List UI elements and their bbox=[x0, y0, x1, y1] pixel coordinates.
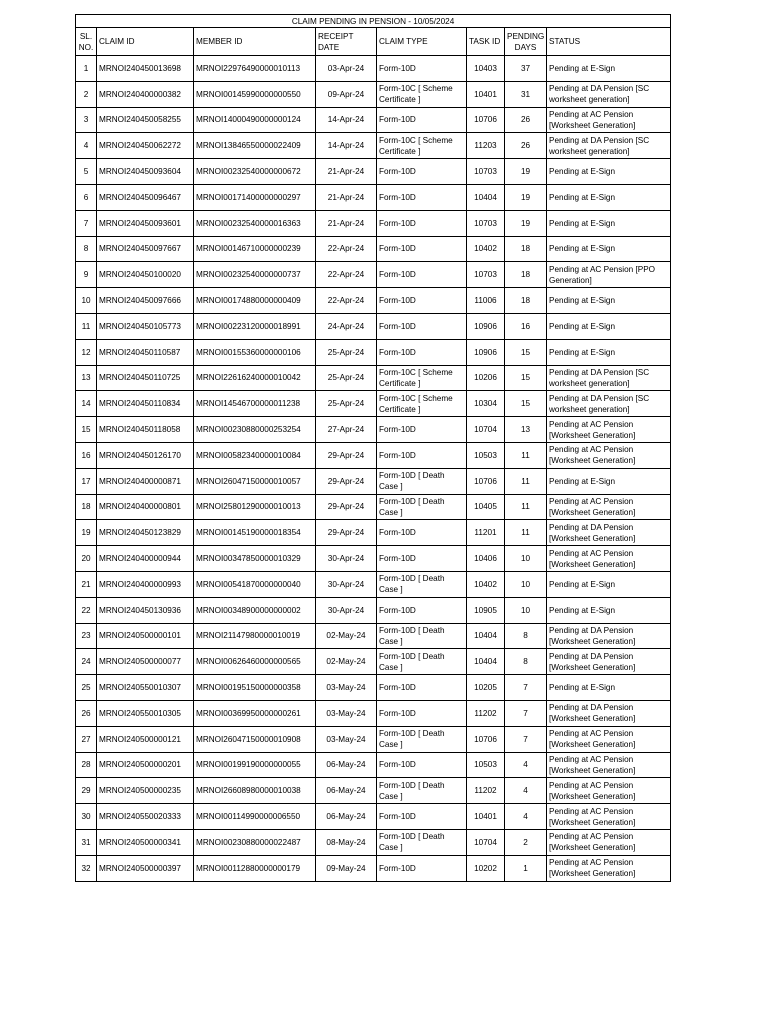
table-row bbox=[76, 700, 671, 726]
row-member-id: MRNOI00230880000253254 bbox=[194, 417, 316, 443]
row-member-id: MRNOI00145190000018354 bbox=[194, 520, 316, 546]
row-claim-type: Form-10D [ Death Case ] bbox=[377, 623, 467, 649]
row-claim-type: Form-10C [ Scheme Certificate ] bbox=[377, 365, 467, 391]
row-pending-days: 31 bbox=[505, 81, 547, 107]
row-sl: 3 bbox=[76, 107, 97, 133]
col-header-member-id: MEMBER ID bbox=[194, 28, 316, 56]
row-task-id: 11202 bbox=[467, 778, 505, 804]
row-pending-days: 26 bbox=[505, 133, 547, 159]
row-task-id: 10404 bbox=[467, 184, 505, 210]
row-task-id: 10402 bbox=[467, 236, 505, 262]
row-claim-type: Form-10D [ Death Case ] bbox=[377, 571, 467, 597]
table-row bbox=[76, 133, 671, 159]
row-member-id: MRNOI22976490000010113 bbox=[194, 56, 316, 82]
row-sl: 27 bbox=[76, 726, 97, 752]
row-status: Pending at E-Sign bbox=[547, 210, 671, 236]
row-claim-type: Form-10C [ Scheme Certificate ] bbox=[377, 81, 467, 107]
row-receipt-date: 21-Apr-24 bbox=[316, 159, 377, 185]
row-claim-id: MRNOI240400000382 bbox=[97, 81, 194, 107]
row-receipt-date: 03-May-24 bbox=[316, 726, 377, 752]
row-sl: 1 bbox=[76, 56, 97, 82]
row-task-id: 11201 bbox=[467, 520, 505, 546]
row-status: Pending at DA Pension [SC worksheet generation] bbox=[547, 391, 671, 417]
row-member-id: MRNOI00232540000000672 bbox=[194, 159, 316, 185]
row-pending-days: 15 bbox=[505, 391, 547, 417]
row-task-id: 10905 bbox=[467, 597, 505, 623]
row-pending-days: 4 bbox=[505, 804, 547, 830]
row-sl: 16 bbox=[76, 442, 97, 468]
row-member-id: MRNOI00541870000000040 bbox=[194, 571, 316, 597]
row-task-id: 10402 bbox=[467, 571, 505, 597]
row-member-id: MRNOI22616240000010042 bbox=[194, 365, 316, 391]
row-receipt-date: 29-Apr-24 bbox=[316, 442, 377, 468]
row-member-id: MRNOI00232540000000737 bbox=[194, 262, 316, 288]
row-receipt-date: 29-Apr-24 bbox=[316, 520, 377, 546]
row-task-id: 11203 bbox=[467, 133, 505, 159]
row-claim-id: MRNOI240450093604 bbox=[97, 159, 194, 185]
row-pending-days: 11 bbox=[505, 520, 547, 546]
table-row bbox=[76, 546, 671, 572]
row-member-id: MRNOI00155360000000106 bbox=[194, 339, 316, 365]
row-status: Pending at AC Pension [Worksheet Generation] bbox=[547, 494, 671, 520]
row-receipt-date: 06-May-24 bbox=[316, 804, 377, 830]
row-claim-type: Form-10D [ Death Case ] bbox=[377, 494, 467, 520]
row-claim-type: Form-10D bbox=[377, 442, 467, 468]
row-sl: 9 bbox=[76, 262, 97, 288]
row-member-id: MRNOI26608980000010038 bbox=[194, 778, 316, 804]
row-pending-days: 10 bbox=[505, 546, 547, 572]
table-row bbox=[76, 829, 671, 855]
row-sl: 22 bbox=[76, 597, 97, 623]
row-status: Pending at AC Pension [PPO Generation] bbox=[547, 262, 671, 288]
row-pending-days: 8 bbox=[505, 623, 547, 649]
table-row bbox=[76, 81, 671, 107]
col-header-claim-id: CLAIM ID bbox=[97, 28, 194, 56]
row-receipt-date: 21-Apr-24 bbox=[316, 210, 377, 236]
row-task-id: 10205 bbox=[467, 675, 505, 701]
row-status: Pending at DA Pension [SC worksheet generation] bbox=[547, 365, 671, 391]
row-claim-type: Form-10C [ Scheme Certificate ] bbox=[377, 133, 467, 159]
row-sl: 28 bbox=[76, 752, 97, 778]
row-task-id: 10704 bbox=[467, 829, 505, 855]
row-sl: 17 bbox=[76, 468, 97, 494]
row-pending-days: 7 bbox=[505, 675, 547, 701]
row-sl: 30 bbox=[76, 804, 97, 830]
row-claim-type: Form-10D bbox=[377, 855, 467, 881]
row-receipt-date: 30-Apr-24 bbox=[316, 546, 377, 572]
row-status: Pending at E-Sign bbox=[547, 288, 671, 314]
row-task-id: 10401 bbox=[467, 81, 505, 107]
row-claim-type: Form-10C [ Scheme Certificate ] bbox=[377, 391, 467, 417]
row-status: Pending at E-Sign bbox=[547, 339, 671, 365]
row-status: Pending at AC Pension [Worksheet Generation] bbox=[547, 417, 671, 443]
table-row bbox=[76, 56, 671, 82]
row-claim-id: MRNOI240500000121 bbox=[97, 726, 194, 752]
row-status: Pending at E-Sign bbox=[547, 313, 671, 339]
col-header-sl: SL. NO. bbox=[76, 28, 97, 56]
table-row bbox=[76, 391, 671, 417]
row-receipt-date: 22-Apr-24 bbox=[316, 262, 377, 288]
claims-table bbox=[75, 14, 671, 882]
table-title: CLAIM PENDING IN PENSION - 10/05/2024 bbox=[76, 15, 671, 28]
row-member-id: MRNOI00347850000010329 bbox=[194, 546, 316, 572]
row-receipt-date: 14-Apr-24 bbox=[316, 133, 377, 159]
row-status: Pending at E-Sign bbox=[547, 236, 671, 262]
table-row bbox=[76, 726, 671, 752]
row-pending-days: 26 bbox=[505, 107, 547, 133]
row-receipt-date: 02-May-24 bbox=[316, 649, 377, 675]
table-row bbox=[76, 571, 671, 597]
row-status: Pending at E-Sign bbox=[547, 184, 671, 210]
table-row bbox=[76, 184, 671, 210]
row-claim-type: Form-10D [ Death Case ] bbox=[377, 468, 467, 494]
row-sl: 29 bbox=[76, 778, 97, 804]
row-status: Pending at AC Pension [Worksheet Generation] bbox=[547, 546, 671, 572]
row-task-id: 11202 bbox=[467, 700, 505, 726]
row-sl: 18 bbox=[76, 494, 97, 520]
row-task-id: 10404 bbox=[467, 649, 505, 675]
table-row bbox=[76, 210, 671, 236]
row-task-id: 10405 bbox=[467, 494, 505, 520]
row-sl: 24 bbox=[76, 649, 97, 675]
row-receipt-date: 06-May-24 bbox=[316, 752, 377, 778]
row-claim-type: Form-10D [ Death Case ] bbox=[377, 649, 467, 675]
row-pending-days: 7 bbox=[505, 726, 547, 752]
col-header-claim-type: CLAIM TYPE bbox=[377, 28, 467, 56]
table-row bbox=[76, 365, 671, 391]
row-task-id: 10906 bbox=[467, 339, 505, 365]
row-status: Pending at DA Pension [Worksheet Generation] bbox=[547, 520, 671, 546]
row-member-id: MRNOI00232540000016363 bbox=[194, 210, 316, 236]
row-sl: 14 bbox=[76, 391, 97, 417]
row-claim-type: Form-10D bbox=[377, 262, 467, 288]
row-pending-days: 8 bbox=[505, 649, 547, 675]
col-header-task-id: TASK ID bbox=[467, 28, 505, 56]
row-task-id: 10503 bbox=[467, 442, 505, 468]
row-pending-days: 10 bbox=[505, 597, 547, 623]
row-sl: 7 bbox=[76, 210, 97, 236]
row-receipt-date: 29-Apr-24 bbox=[316, 494, 377, 520]
row-sl: 11 bbox=[76, 313, 97, 339]
row-pending-days: 18 bbox=[505, 236, 547, 262]
row-receipt-date: 25-Apr-24 bbox=[316, 339, 377, 365]
row-status: Pending at E-Sign bbox=[547, 675, 671, 701]
table-row bbox=[76, 597, 671, 623]
row-claim-type: Form-10D [ Death Case ] bbox=[377, 829, 467, 855]
row-claim-type: Form-10D bbox=[377, 159, 467, 185]
row-task-id: 10503 bbox=[467, 752, 505, 778]
row-claim-id: MRNOI240400000944 bbox=[97, 546, 194, 572]
row-member-id: MRNOI00114990000006550 bbox=[194, 804, 316, 830]
row-status: Pending at E-Sign bbox=[547, 597, 671, 623]
table-row bbox=[76, 442, 671, 468]
row-member-id: MRNOI25801290000010013 bbox=[194, 494, 316, 520]
table-row bbox=[76, 623, 671, 649]
row-receipt-date: 09-Apr-24 bbox=[316, 81, 377, 107]
row-member-id: MRNOI14000490000000124 bbox=[194, 107, 316, 133]
row-claim-id: MRNOI240450096467 bbox=[97, 184, 194, 210]
row-sl: 26 bbox=[76, 700, 97, 726]
row-claim-id: MRNOI240500000101 bbox=[97, 623, 194, 649]
row-status: Pending at AC Pension [Worksheet Generation] bbox=[547, 752, 671, 778]
row-receipt-date: 03-Apr-24 bbox=[316, 56, 377, 82]
row-task-id: 10706 bbox=[467, 468, 505, 494]
col-header-status: STATUS bbox=[547, 28, 671, 56]
row-claim-type: Form-10D bbox=[377, 675, 467, 701]
row-receipt-date: 21-Apr-24 bbox=[316, 184, 377, 210]
row-pending-days: 19 bbox=[505, 184, 547, 210]
row-status: Pending at DA Pension [Worksheet Generation] bbox=[547, 623, 671, 649]
row-status: Pending at AC Pension [Worksheet Generation] bbox=[547, 726, 671, 752]
table-row bbox=[76, 313, 671, 339]
row-claim-id: MRNOI240450126170 bbox=[97, 442, 194, 468]
row-sl: 8 bbox=[76, 236, 97, 262]
row-member-id: MRNOI00199190000000055 bbox=[194, 752, 316, 778]
row-receipt-date: 22-Apr-24 bbox=[316, 236, 377, 262]
row-claim-type: Form-10D bbox=[377, 184, 467, 210]
row-claim-id: MRNOI240450097666 bbox=[97, 288, 194, 314]
row-claim-id: MRNOI240500000397 bbox=[97, 855, 194, 881]
row-receipt-date: 06-May-24 bbox=[316, 778, 377, 804]
row-sl: 12 bbox=[76, 339, 97, 365]
row-pending-days: 11 bbox=[505, 442, 547, 468]
row-claim-type: Form-10D bbox=[377, 752, 467, 778]
row-sl: 31 bbox=[76, 829, 97, 855]
row-sl: 13 bbox=[76, 365, 97, 391]
row-claim-type: Form-10D bbox=[377, 288, 467, 314]
row-member-id: MRNOI00171400000000297 bbox=[194, 184, 316, 210]
row-status: Pending at DA Pension [Worksheet Generation] bbox=[547, 700, 671, 726]
table-row bbox=[76, 752, 671, 778]
table-row bbox=[76, 288, 671, 314]
row-claim-id: MRNOI240450062272 bbox=[97, 133, 194, 159]
row-task-id: 10703 bbox=[467, 210, 505, 236]
table-row bbox=[76, 649, 671, 675]
row-task-id: 10406 bbox=[467, 546, 505, 572]
row-task-id: 10706 bbox=[467, 726, 505, 752]
row-claim-type: Form-10D bbox=[377, 56, 467, 82]
row-status: Pending at AC Pension [Worksheet Generation] bbox=[547, 829, 671, 855]
row-task-id: 10704 bbox=[467, 417, 505, 443]
row-status: Pending at AC Pension [Worksheet Generation] bbox=[547, 442, 671, 468]
row-pending-days: 18 bbox=[505, 262, 547, 288]
row-claim-type: Form-10D bbox=[377, 520, 467, 546]
row-receipt-date: 22-Apr-24 bbox=[316, 288, 377, 314]
row-pending-days: 7 bbox=[505, 700, 547, 726]
row-claim-id: MRNOI240550010307 bbox=[97, 675, 194, 701]
row-member-id: MRNOI00348900000000002 bbox=[194, 597, 316, 623]
row-sl: 4 bbox=[76, 133, 97, 159]
row-claim-id: MRNOI240450110834 bbox=[97, 391, 194, 417]
row-claim-type: Form-10D [ Death Case ] bbox=[377, 726, 467, 752]
row-claim-id: MRNOI240450013698 bbox=[97, 56, 194, 82]
row-receipt-date: 03-May-24 bbox=[316, 700, 377, 726]
row-status: Pending at AC Pension [Worksheet Generation] bbox=[547, 804, 671, 830]
row-claim-id: MRNOI240450097667 bbox=[97, 236, 194, 262]
row-claim-id: MRNOI240450058255 bbox=[97, 107, 194, 133]
row-task-id: 10703 bbox=[467, 262, 505, 288]
row-claim-type: Form-10D bbox=[377, 700, 467, 726]
row-status: Pending at E-Sign bbox=[547, 159, 671, 185]
row-status: Pending at E-Sign bbox=[547, 468, 671, 494]
row-member-id: MRNOI00626460000000565 bbox=[194, 649, 316, 675]
table-row bbox=[76, 417, 671, 443]
row-claim-id: MRNOI240450110725 bbox=[97, 365, 194, 391]
table-row bbox=[76, 520, 671, 546]
row-pending-days: 19 bbox=[505, 159, 547, 185]
row-claim-type: Form-10D bbox=[377, 417, 467, 443]
row-status: Pending at AC Pension [Worksheet Generation] bbox=[547, 107, 671, 133]
row-receipt-date: 14-Apr-24 bbox=[316, 107, 377, 133]
row-status: Pending at DA Pension [Worksheet Generation] bbox=[547, 649, 671, 675]
row-task-id: 10404 bbox=[467, 623, 505, 649]
row-receipt-date: 30-Apr-24 bbox=[316, 597, 377, 623]
col-header-pending-days: PENDING DAYS bbox=[505, 28, 547, 56]
row-task-id: 10703 bbox=[467, 159, 505, 185]
row-sl: 2 bbox=[76, 81, 97, 107]
row-member-id: MRNOI14546700000011238 bbox=[194, 391, 316, 417]
row-claim-type: Form-10D bbox=[377, 804, 467, 830]
row-claim-id: MRNOI240450123829 bbox=[97, 520, 194, 546]
row-member-id: MRNOI13846550000022409 bbox=[194, 133, 316, 159]
row-task-id: 10403 bbox=[467, 56, 505, 82]
row-status: Pending at DA Pension [SC worksheet generation] bbox=[547, 133, 671, 159]
row-claim-id: MRNOI240450110587 bbox=[97, 339, 194, 365]
row-task-id: 10206 bbox=[467, 365, 505, 391]
row-sl: 25 bbox=[76, 675, 97, 701]
row-pending-days: 10 bbox=[505, 571, 547, 597]
row-task-id: 10401 bbox=[467, 804, 505, 830]
row-task-id: 10706 bbox=[467, 107, 505, 133]
table-row bbox=[76, 494, 671, 520]
table-row bbox=[76, 159, 671, 185]
row-pending-days: 4 bbox=[505, 752, 547, 778]
row-claim-id: MRNOI240450118058 bbox=[97, 417, 194, 443]
row-pending-days: 11 bbox=[505, 468, 547, 494]
row-claim-id: MRNOI240400000993 bbox=[97, 571, 194, 597]
row-receipt-date: 02-May-24 bbox=[316, 623, 377, 649]
row-claim-id: MRNOI240500000201 bbox=[97, 752, 194, 778]
row-member-id: MRNOI00145990000000550 bbox=[194, 81, 316, 107]
row-member-id: MRNOI00369950000000261 bbox=[194, 700, 316, 726]
row-claim-id: MRNOI240400000871 bbox=[97, 468, 194, 494]
table-row bbox=[76, 107, 671, 133]
row-receipt-date: 08-May-24 bbox=[316, 829, 377, 855]
row-pending-days: 15 bbox=[505, 339, 547, 365]
row-claim-type: Form-10D bbox=[377, 236, 467, 262]
row-sl: 10 bbox=[76, 288, 97, 314]
table-row bbox=[76, 675, 671, 701]
row-status: Pending at E-Sign bbox=[547, 56, 671, 82]
table-row bbox=[76, 778, 671, 804]
row-status: Pending at AC Pension [Worksheet Generation] bbox=[547, 855, 671, 881]
row-claim-id: MRNOI240400000801 bbox=[97, 494, 194, 520]
row-receipt-date: 24-Apr-24 bbox=[316, 313, 377, 339]
row-pending-days: 1 bbox=[505, 855, 547, 881]
col-header-receipt-date: RECEIPT DATE bbox=[316, 28, 377, 56]
row-task-id: 11006 bbox=[467, 288, 505, 314]
row-member-id: MRNOI00174880000000409 bbox=[194, 288, 316, 314]
row-status: Pending at DA Pension [SC worksheet generation] bbox=[547, 81, 671, 107]
row-status: Pending at E-Sign bbox=[547, 571, 671, 597]
row-member-id: MRNOI26047150000010908 bbox=[194, 726, 316, 752]
row-sl: 20 bbox=[76, 546, 97, 572]
row-pending-days: 11 bbox=[505, 494, 547, 520]
row-receipt-date: 27-Apr-24 bbox=[316, 417, 377, 443]
row-claim-id: MRNOI240450105773 bbox=[97, 313, 194, 339]
row-pending-days: 13 bbox=[505, 417, 547, 443]
row-claim-id: MRNOI240500000341 bbox=[97, 829, 194, 855]
row-sl: 23 bbox=[76, 623, 97, 649]
row-claim-type: Form-10D bbox=[377, 210, 467, 236]
row-receipt-date: 09-May-24 bbox=[316, 855, 377, 881]
row-member-id: MRNOI00230880000022487 bbox=[194, 829, 316, 855]
row-pending-days: 16 bbox=[505, 313, 547, 339]
row-pending-days: 4 bbox=[505, 778, 547, 804]
row-pending-days: 18 bbox=[505, 288, 547, 314]
table-row bbox=[76, 262, 671, 288]
row-receipt-date: 03-May-24 bbox=[316, 675, 377, 701]
row-task-id: 10906 bbox=[467, 313, 505, 339]
table-body bbox=[76, 56, 671, 882]
table-row bbox=[76, 804, 671, 830]
row-receipt-date: 30-Apr-24 bbox=[316, 571, 377, 597]
row-pending-days: 15 bbox=[505, 365, 547, 391]
row-receipt-date: 25-Apr-24 bbox=[316, 391, 377, 417]
row-member-id: MRNOI00582340000010084 bbox=[194, 442, 316, 468]
row-member-id: MRNOI00223120000018991 bbox=[194, 313, 316, 339]
row-pending-days: 37 bbox=[505, 56, 547, 82]
row-claim-id: MRNOI240450100020 bbox=[97, 262, 194, 288]
row-claim-type: Form-10D bbox=[377, 107, 467, 133]
row-member-id: MRNOI21147980000010019 bbox=[194, 623, 316, 649]
row-status: Pending at AC Pension [Worksheet Generation] bbox=[547, 778, 671, 804]
row-pending-days: 19 bbox=[505, 210, 547, 236]
row-receipt-date: 29-Apr-24 bbox=[316, 468, 377, 494]
row-claim-type: Form-10D bbox=[377, 313, 467, 339]
row-member-id: MRNOI26047150000010057 bbox=[194, 468, 316, 494]
row-claim-type: Form-10D bbox=[377, 597, 467, 623]
row-member-id: MRNOI00195150000000358 bbox=[194, 675, 316, 701]
row-claim-id: MRNOI240550020333 bbox=[97, 804, 194, 830]
row-pending-days: 2 bbox=[505, 829, 547, 855]
row-claim-id: MRNOI240450130936 bbox=[97, 597, 194, 623]
row-claim-id: MRNOI240550010305 bbox=[97, 700, 194, 726]
row-receipt-date: 25-Apr-24 bbox=[316, 365, 377, 391]
row-claim-id: MRNOI240500000077 bbox=[97, 649, 194, 675]
table-row bbox=[76, 855, 671, 881]
row-claim-type: Form-10D bbox=[377, 339, 467, 365]
table-row bbox=[76, 339, 671, 365]
row-sl: 19 bbox=[76, 520, 97, 546]
row-claim-type: Form-10D [ Death Case ] bbox=[377, 778, 467, 804]
row-sl: 6 bbox=[76, 184, 97, 210]
row-sl: 32 bbox=[76, 855, 97, 881]
row-claim-id: MRNOI240450093601 bbox=[97, 210, 194, 236]
row-task-id: 10304 bbox=[467, 391, 505, 417]
row-task-id: 10202 bbox=[467, 855, 505, 881]
row-claim-type: Form-10D bbox=[377, 546, 467, 572]
row-sl: 15 bbox=[76, 417, 97, 443]
table-row bbox=[76, 236, 671, 262]
row-member-id: MRNOI00146710000000239 bbox=[194, 236, 316, 262]
table-row bbox=[76, 468, 671, 494]
row-member-id: MRNOI00112880000000179 bbox=[194, 855, 316, 881]
row-sl: 5 bbox=[76, 159, 97, 185]
row-sl: 21 bbox=[76, 571, 97, 597]
row-claim-id: MRNOI240500000235 bbox=[97, 778, 194, 804]
